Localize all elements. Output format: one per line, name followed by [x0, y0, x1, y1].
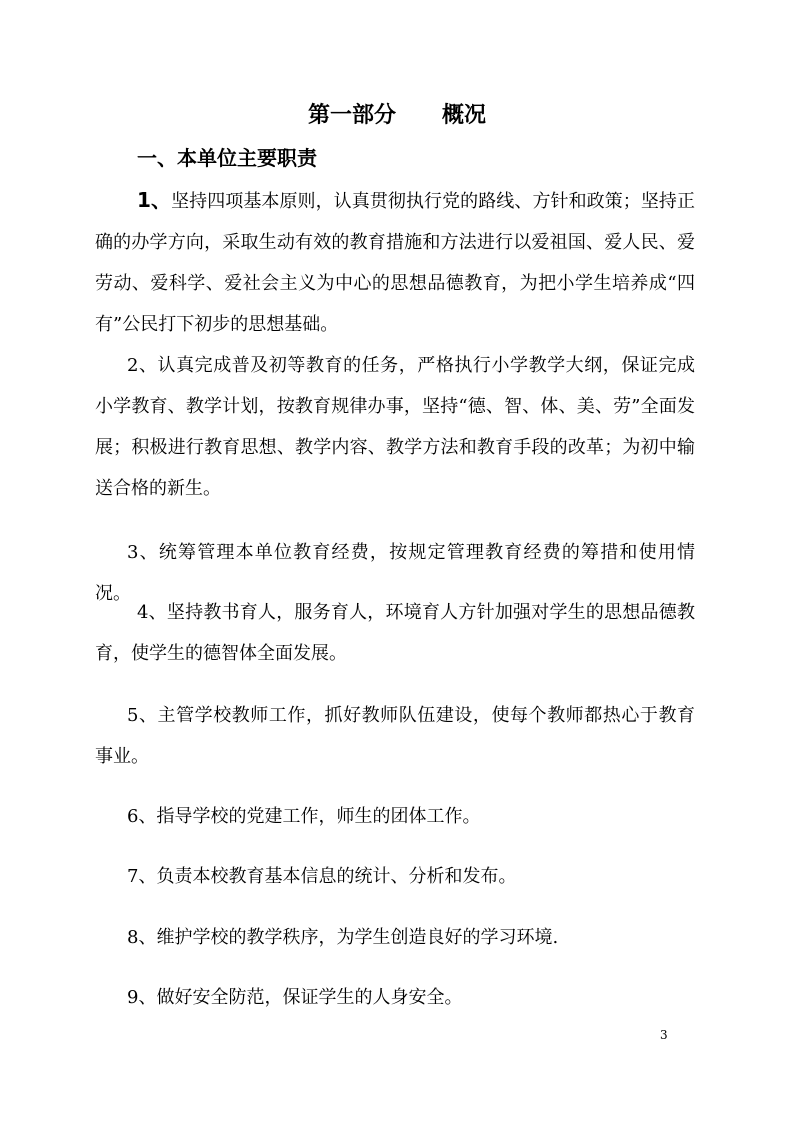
paragraph-6: 6、指导学校的党建工作，师生的团体工作。: [127, 806, 481, 827]
page-number: 3: [660, 1028, 668, 1042]
title-part: 第一部分: [307, 103, 396, 128]
paragraph-8: 8、维护学校的教学秩序，为学生创造良好的学习环境.: [127, 927, 559, 948]
paragraph-9: 9、做好安全防范，保证学生的人身安全。: [127, 987, 463, 1008]
paragraph-1-text: 坚持四项基本原则，认真贯彻执行党的路线、方针和政策；坚持正确的办学方向，采取生动有效的教育措施和方法进行以爱祖国、爱人民、爱劳动、爱科学、爱社会主义为中心的思想品德教育，为把小学生培养成“四有”公民打下初步的思想基础。: [95, 191, 695, 335]
paragraph-2: 2、认真完成普及初等教育的任务，严格执行小学教学大纲，保证完成小学教育、教学计划，按教育规律办事，坚持“德、智、体、美、劳”全面发展；积极进行教育思想、教学内容、教学方法和教育手段的改革；为初中输送合格的新生。: [95, 355, 695, 499]
paragraph-5: 5、主管学校教师工作，抓好教师队伍建设，使每个教师都热心于教育事业。: [95, 705, 695, 767]
paragraph-1-number: 1、: [137, 188, 172, 212]
page-title: [0, 98, 794, 134]
section-heading: 一、本单位主要职责: [137, 146, 317, 170]
paragraph-7: 7、负责本校教育基本信息的统计、分析和发布。: [127, 866, 517, 887]
paragraph-3: 3、统筹管理本单位教育经费，按规定管理教育经费的筹措和使用情况。: [95, 542, 695, 604]
title-topic: 概况: [442, 103, 487, 128]
paragraph-4: 4、坚持教书育人，服务育人，环境育人方针加强对学生的思想品德教育，使学生的德智体全面发展。: [95, 602, 695, 664]
paragraph-1: [95, 180, 695, 345]
